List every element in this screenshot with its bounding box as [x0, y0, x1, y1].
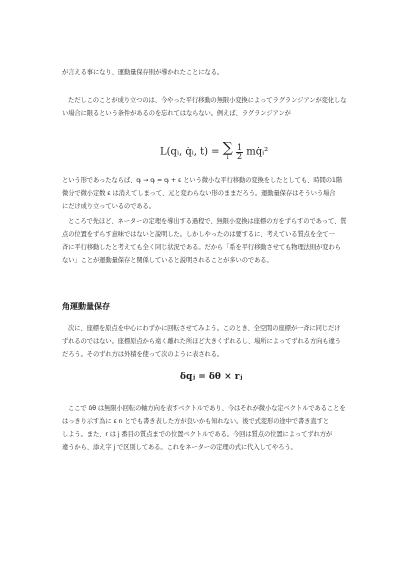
- text-line: ずれるのではない。座標原点から遠く離れた所ほど大きくずれるし、場所によってずれる方向も違う: [62, 338, 341, 345]
- lagrangian-equation: [160, 142, 268, 162]
- rotation-equation: δqⱼ = δθ × rⱼ: [180, 372, 243, 382]
- sum-symbol: ∑: [222, 140, 233, 156]
- text-line: 斉に平行移動したと考えても全く同じ状況である。だから「系を平行移動させても物理法則が変わら: [62, 244, 341, 251]
- text-line: はっきり示す為に ε n とでも書き表した方が良いかも知れない。後で式変形の途中で書き直すと: [62, 418, 329, 425]
- paragraph-4: [62, 215, 352, 267]
- text-line: 次に、座標を原点を中心にわずかに回転させてみよう。このとき、全空間の座標が一斉に同じだけ: [68, 325, 341, 332]
- text-line: い場合に限るという条件があるのを忘れてはならない。例えば、ラグランジアンが: [62, 110, 291, 117]
- fraction-denominator: 2: [236, 151, 243, 161]
- text-line: ただしこのことが成り立つのは、今やった平行移動の無限小変換によってラグランジアンが変化しな: [68, 97, 347, 104]
- paragraph-1: [62, 66, 352, 79]
- text-line: しよう。また、r は j 番目の質点までの位置ベクトルである。今回は質点の位置によってずれ方が: [62, 431, 333, 438]
- text-line: ここで δθ は無限小回転の軸方向を表すベクトルであり、今はそれが微小な定ベクトルであることを: [68, 405, 346, 412]
- text-line: 違うから、添え字 j で区別してある。これをネーターの定理の式に代入してやろう。: [62, 444, 297, 451]
- text-line: ところで先ほど、ネーターの定理を導出する過程で、無限小変換は座標の方をずらすのであって、質: [68, 218, 347, 225]
- text-line: だろう。そのずれ方は外積を使って次のように表される。: [62, 351, 224, 358]
- equation-rest: mq̇ᵢ²: [246, 146, 269, 158]
- paragraph-2: [62, 94, 352, 120]
- text-line: ない」ことが運動量保存と関係していると説明されることが多いのである。: [62, 257, 273, 264]
- text-line: にだけ成り立っているのである。: [62, 203, 155, 210]
- text-line: が言える事になり、運動量保存則が導かれたことになる。: [62, 69, 224, 76]
- paragraph-6: [62, 402, 352, 454]
- fraction-numerator: 1: [236, 142, 243, 152]
- sum-index: i: [226, 154, 229, 161]
- text-line: 点の位置をずらす意味ではないと説明した。しかしやったのは要するに、考えている質点を全て一: [62, 231, 335, 238]
- paragraph-5: [62, 322, 352, 361]
- section-heading: 角運動量保存: [62, 302, 110, 311]
- paragraph-3: [62, 174, 352, 213]
- equation-lhs: L(qᵢ, q̇ᵢ, t) =: [160, 146, 223, 158]
- text-line: という形であったならば、qᵢ → qᵢ = qᵢ + ε という微小な平行移動の変換をしたとしても、時間の1階: [62, 177, 343, 184]
- text-line: 微分で微小定数 ε は消えてしまって、元と変わらない形のままだろう。運動量保存はそういう場合: [62, 190, 336, 197]
